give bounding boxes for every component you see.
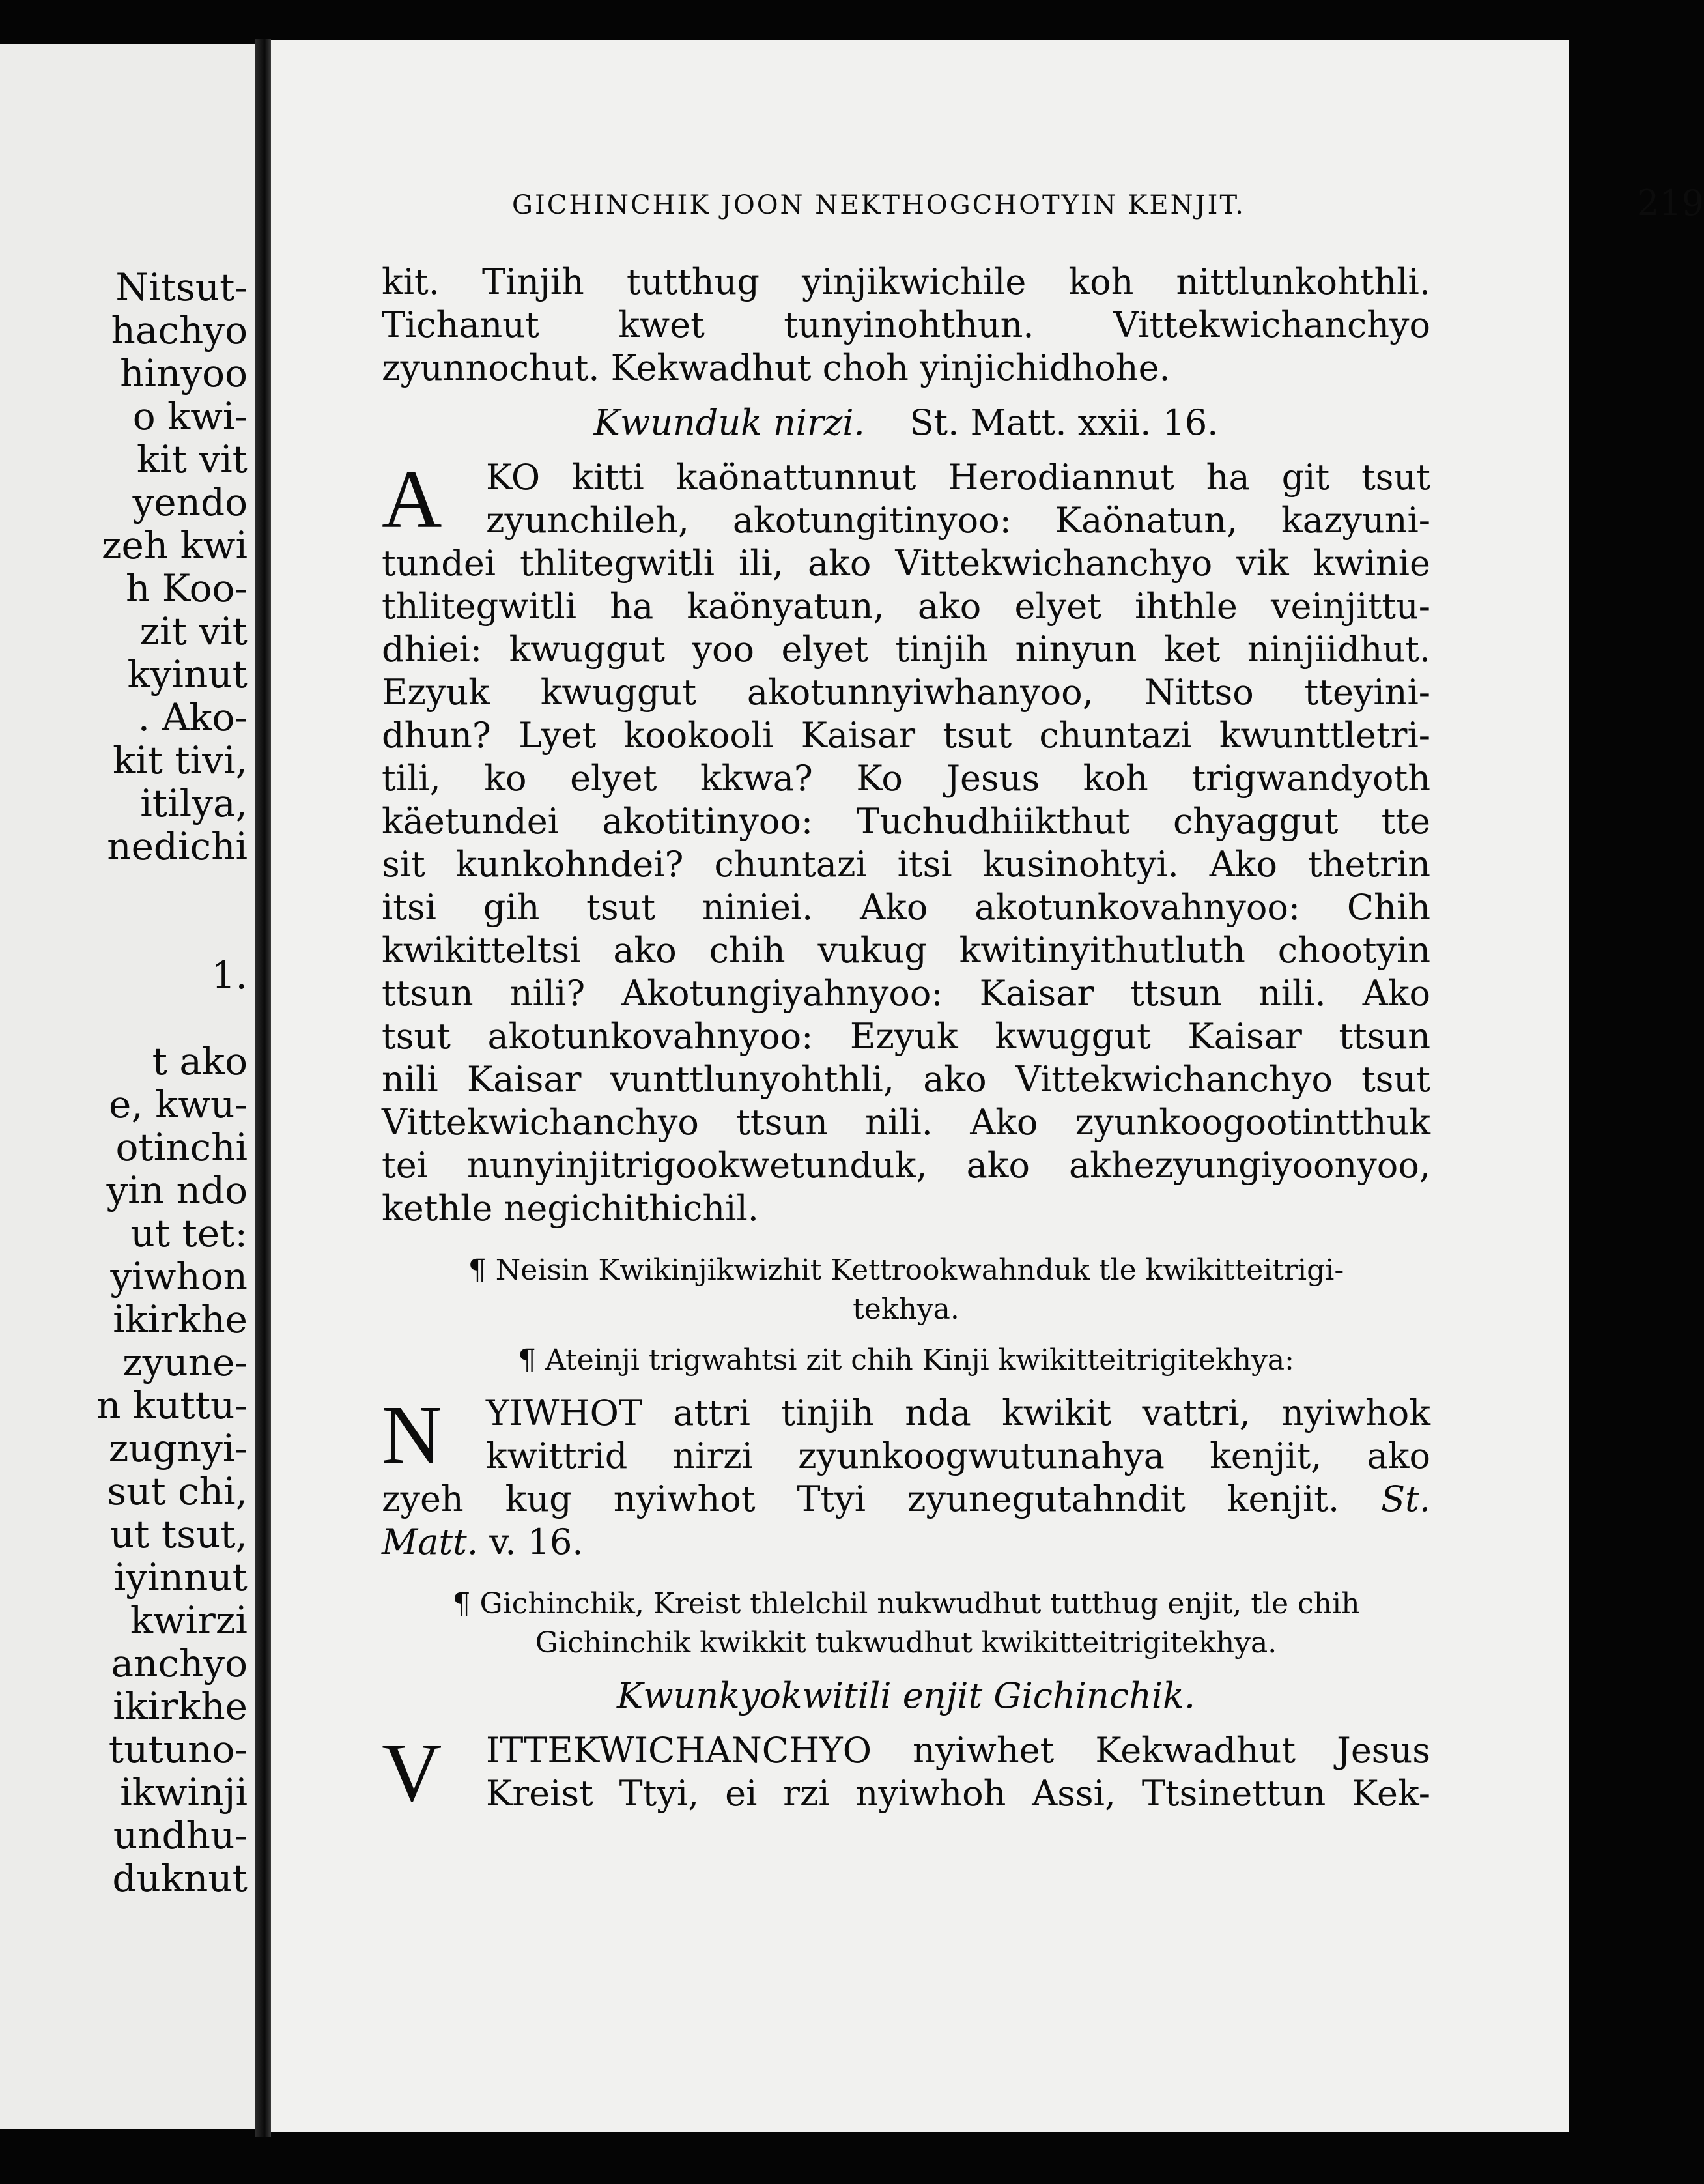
book-gutter (255, 39, 271, 2137)
book-page (271, 40, 1704, 2132)
text-line: dhiei: kwuggut yoo elyet tinjih ninyun ket ninjiidhut. (382, 629, 1430, 670)
facing-page-line: 1. (211, 953, 248, 998)
rubric-note-3 (382, 1585, 1561, 1663)
facing-page-line: zit vit (139, 609, 248, 654)
facing-page-line: t ako (152, 1039, 248, 1084)
facing-page-line: kwirzi (130, 1598, 248, 1643)
rubric-note-1 (382, 1251, 1561, 1329)
facing-page-line: kit tivi, (112, 738, 248, 783)
text-line: itsi gih tsut niniei. Ako akotunkovahnyoo: Chih (382, 887, 1430, 928)
text-line: kwikitteltsi ako chih vukug kwitinyithutluth chootyin (382, 930, 1430, 971)
text-line: käetundei akotitinyoo: Tuchudhiikthut chyaggut tte (382, 801, 1430, 842)
scripture-ref-italic: Matt. (382, 1521, 479, 1562)
facing-page-line: yendo (132, 480, 248, 524)
facing-page-line: zyune- (122, 1340, 248, 1385)
facing-page-line: . Ako- (137, 695, 248, 740)
text-line: Kreist Ttyi, ei rzi nyiwhoh Assi, Ttsinettun Kek- (486, 1773, 1430, 1814)
gospel-heading (382, 401, 1430, 444)
facing-page-line: ikirkhe (113, 1297, 248, 1342)
rubric-line: tekhya. (853, 1293, 959, 1326)
text-line: tili, ko elyet kkwa? Ko Jesus koh trigwandyoth (382, 758, 1430, 799)
facing-page-line: ut tet: (130, 1211, 248, 1256)
drop-cap-letter: A (382, 453, 442, 545)
text-line: zyunnochut. Kekwadhut choh yinjichidhohe. (382, 347, 1171, 388)
facing-page-line: ikwinji (120, 1770, 248, 1815)
page-body (382, 261, 1561, 1818)
opening-paragraph (382, 261, 1561, 390)
text-line: nili Kaisar vunttlunyohthli, ako Vittekwichanchyo tsut (382, 1059, 1430, 1100)
running-title: GICHINCHIK JOON NEKTHOGCHOTYIN KENJIT. (512, 190, 1245, 220)
rubric-note-2 (382, 1341, 1561, 1380)
facing-page-line: kyinut (127, 652, 248, 697)
collect-heading (382, 1674, 1430, 1717)
rubric-line: ¶ Gichinchik, Kreist thlelchil nukwudhut tutthug enjit, tle chih (452, 1587, 1360, 1620)
text-line: tsut akotunkovahnyoo: Ezyuk kwuggut Kaisar ttsun (382, 1016, 1430, 1057)
text-line: tundei thlitegwitli ili, ako Vittekwichanchyo vik kwinie (382, 543, 1430, 584)
rubric-line: ¶ Ateinji trigwahtsi zit chih Kinji kwikitteitrigitekhya: (518, 1343, 1294, 1377)
facing-page-line: itilya, (140, 781, 248, 826)
facing-page-line: iyinnut (113, 1555, 248, 1600)
text-line: sit kunkohndei? chuntazi itsi kusinohtyi. Ako thetrin (382, 844, 1430, 885)
facing-page-line: hachyo (111, 308, 248, 352)
facing-page-line: ikirkhe (113, 1684, 248, 1729)
facing-page-line: duknut (112, 1856, 248, 1901)
text-line: kwittrid nirzi zyunkoogwutunahya kenjit, ako (486, 1435, 1430, 1476)
facing-page-line: nedichi (107, 824, 248, 869)
text-line: Vittekwichanchyo ttsun nili. Ako zyunkoogootintthuk (382, 1102, 1430, 1143)
facing-page-line: tutuno- (108, 1727, 248, 1772)
gospel-heading-title: Kwunduk nirzi. (593, 402, 865, 443)
text-line: KO kitti kaönattunnut Herodiannut ha git tsut (486, 457, 1430, 498)
gospel-heading-reference: St. Matt. xxii. 16. (909, 402, 1219, 443)
facing-page-line: kit vit (136, 437, 248, 481)
gospel-paragraph (382, 453, 1561, 1230)
facing-page-line: e, kwu- (109, 1082, 248, 1127)
facing-page-line: hinyoo (120, 351, 248, 395)
page-number: 219 (1636, 182, 1704, 223)
text-line: tei nunyinjitrigookwetunduk, ako akhezyungiyoonyoo, (382, 1145, 1430, 1186)
facing-page-line: h Koo- (126, 566, 248, 611)
text-line: thlitegwitli ha kaönyatun, ako elyet ihthle veinjittu- (382, 586, 1430, 627)
facing-page-line: sut chi, (107, 1469, 248, 1514)
collect-paragraph (382, 1726, 1561, 1818)
running-header (512, 182, 1704, 235)
facing-page-line: ut tsut, (109, 1512, 248, 1557)
drop-cap-letter: V (382, 1726, 442, 1818)
rubric-line: ¶ Neisin Kwikinjikwizhit Kettrookwahnduk tle kwikitteitrigi- (468, 1254, 1344, 1287)
text-line: ITTEKWICHANCHYO nyiwhet Kekwadhut Jesus (486, 1730, 1430, 1771)
facing-page-line: Nitsut- (115, 265, 248, 309)
text-line: YIWHOT attri tinjih nda kwikit vattri, nyiwhok (486, 1392, 1430, 1433)
facing-page-line: zugnyi- (108, 1426, 248, 1471)
text-line: Ezyuk kwuggut akotunnyiwhanyoo, Nittso tteyini- (382, 672, 1430, 713)
sentence-paragraph (382, 1388, 1561, 1564)
facing-page-line: yiwhon (110, 1254, 248, 1299)
text-line: kit. Tinjih tutthug yinjikwichile koh nittlunkohthli. (382, 261, 1430, 302)
drop-cap-letter: N (382, 1388, 442, 1481)
facing-page-line: anchyo (111, 1641, 248, 1686)
text-line: zyeh kug nyiwhot Ttyi zyunegutahndit kenjit. St. (382, 1478, 1430, 1519)
text-line: Tichanut kwet tunyinohthun. Vittekwichanchyo (382, 304, 1430, 345)
text-line: dhun? Lyet kookooli Kaisar tsut chuntazi kwunttletri- (382, 715, 1430, 756)
scripture-ref-italic: St. (1381, 1478, 1430, 1519)
facing-page-line: yin ndo (106, 1168, 248, 1213)
facing-page-line: otinchi (115, 1125, 248, 1170)
rubric-line: Gichinchik kwikkit tukwudhut kwikitteitrigitekhya. (535, 1626, 1277, 1660)
facing-page-fragment (0, 44, 255, 2129)
text-line: ttsun nili? Akotungiyahnyoo: Kaisar ttsun nili. Ako (382, 973, 1430, 1014)
facing-page-line: o kwi- (132, 394, 248, 438)
collect-heading-title: Kwunkyokwitili enjit Gichinchik. (616, 1675, 1196, 1716)
text-line: kethle negichithichil. (382, 1188, 759, 1229)
facing-page-line: undhu- (113, 1813, 248, 1858)
facing-page-line: zeh kwi (101, 523, 248, 568)
text-line: Matt. v. 16. (382, 1521, 584, 1562)
facing-page-line: n kuttu- (96, 1383, 248, 1428)
text-line: zyunchileh, akotungitinyoo: Kaönatun, kazyuni- (486, 500, 1430, 541)
